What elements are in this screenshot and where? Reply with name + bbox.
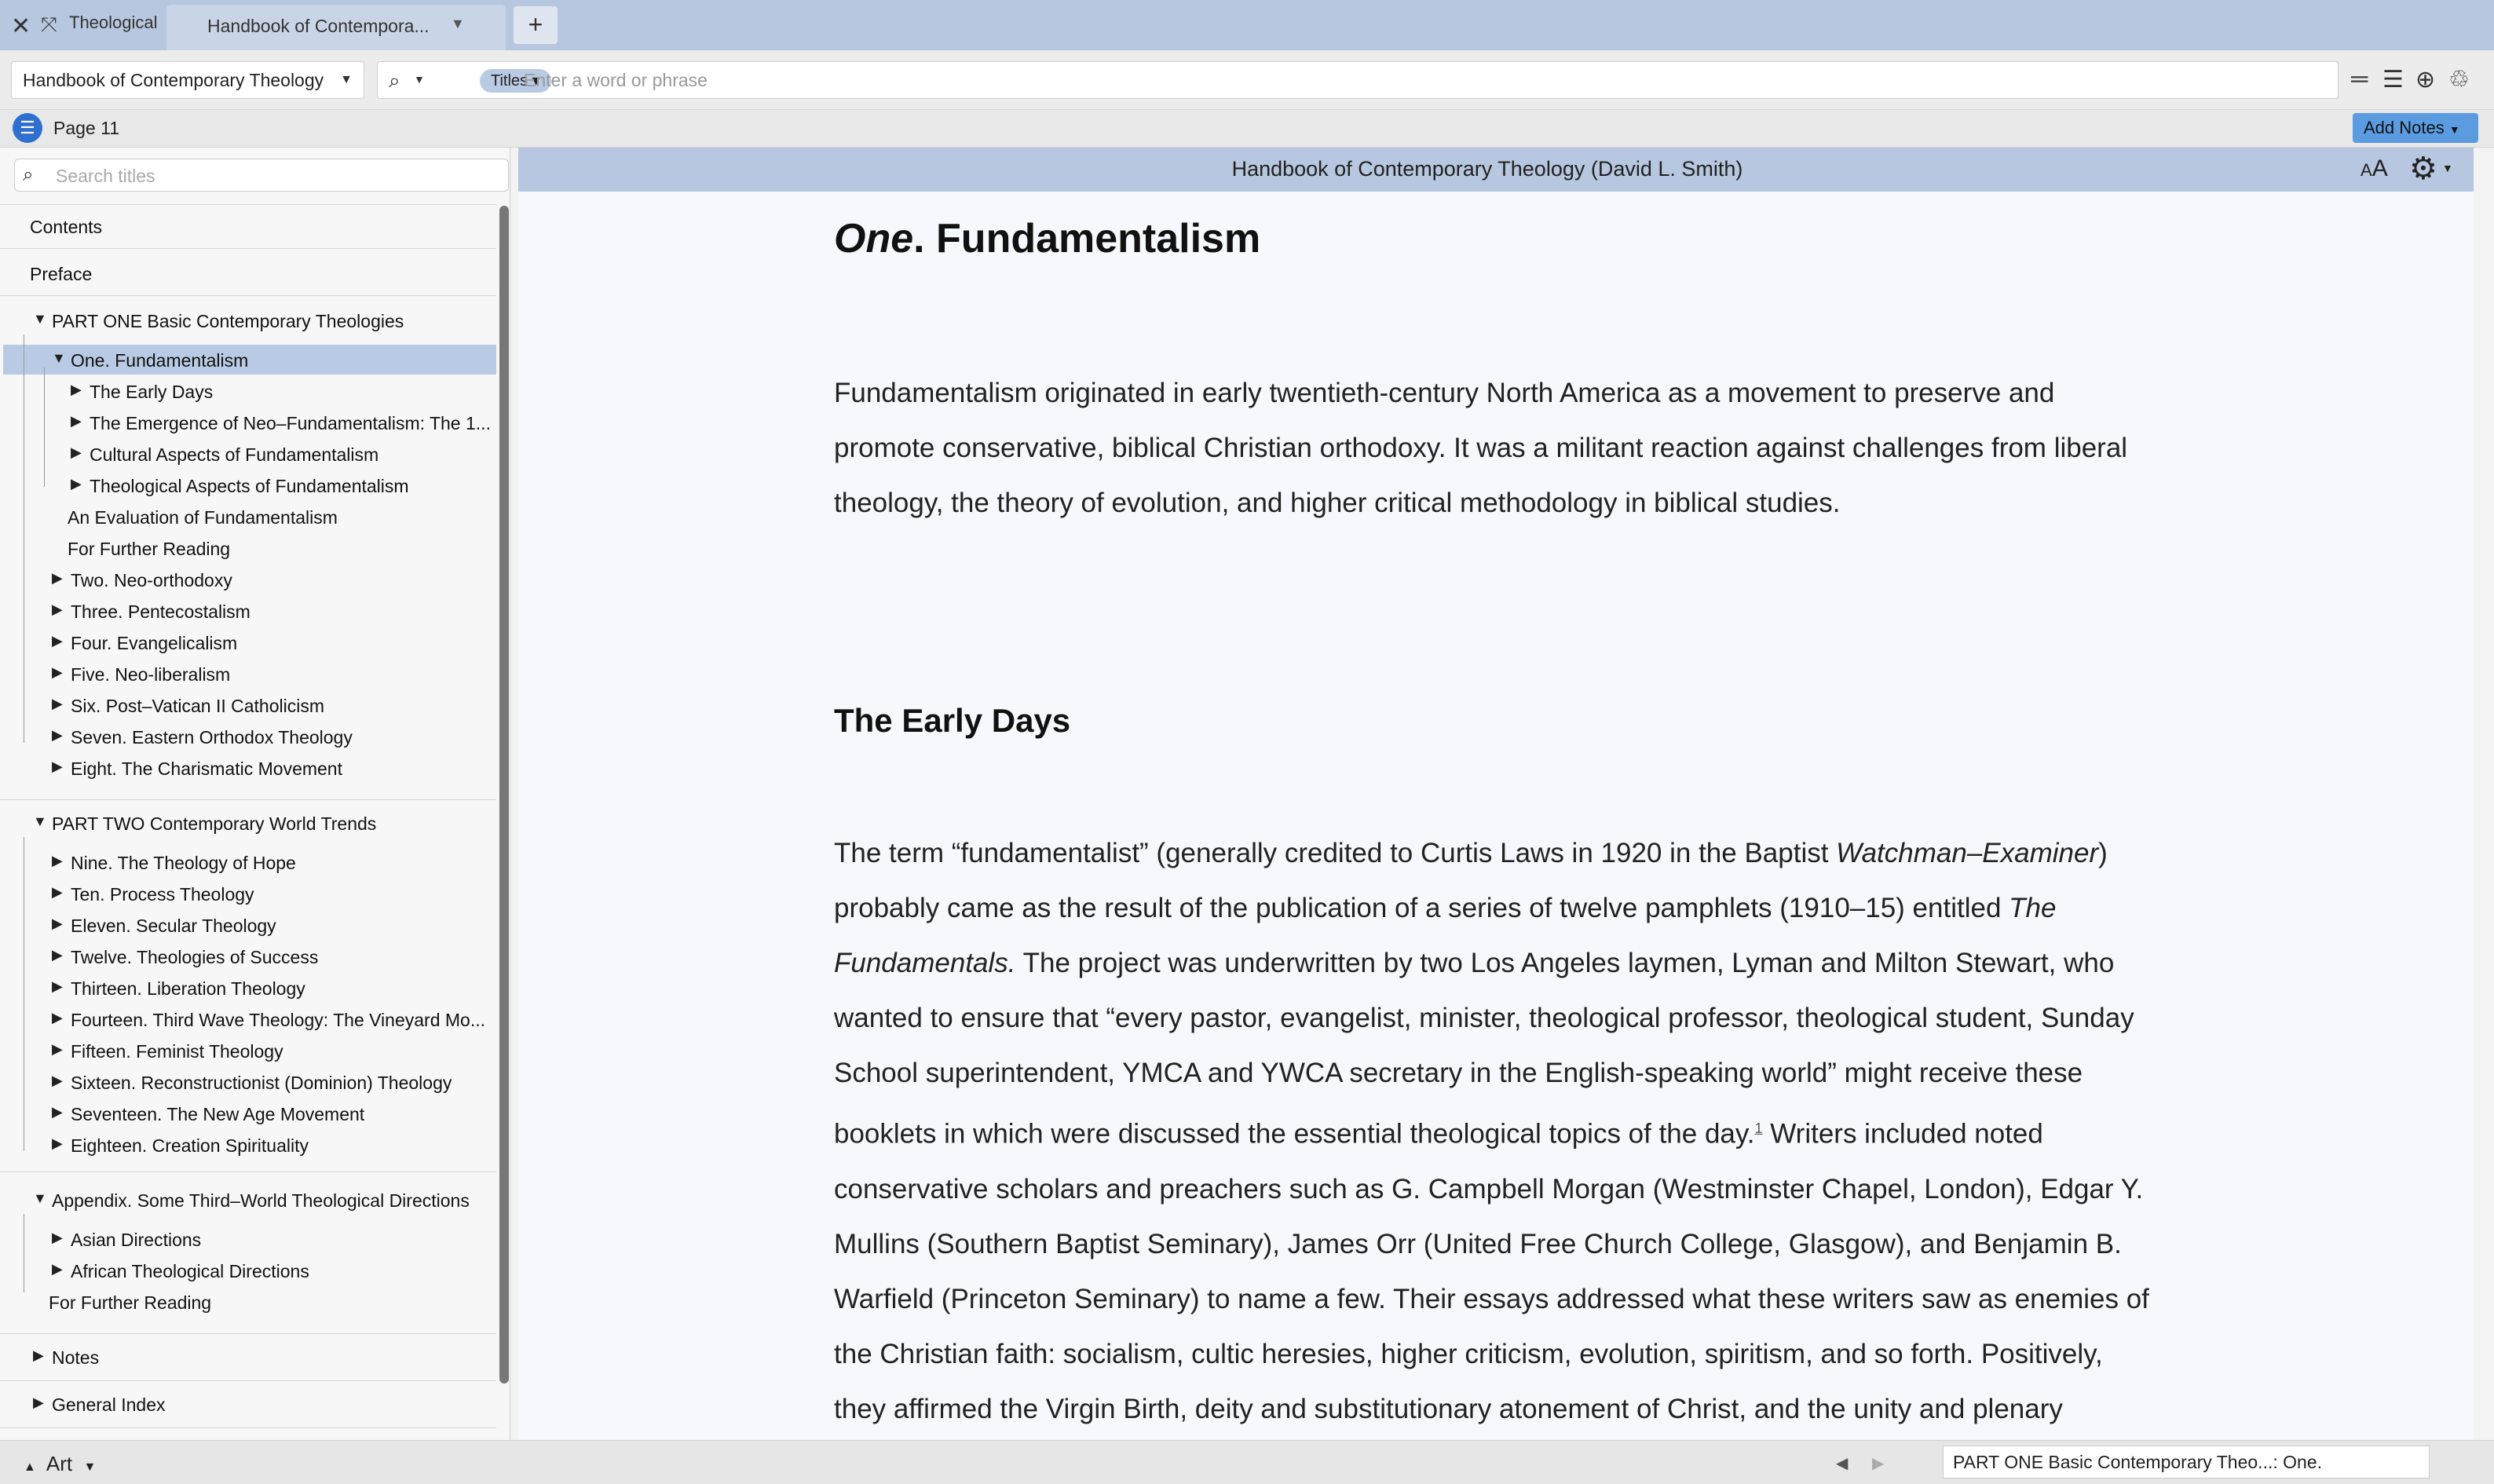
reader-pane — [518, 148, 2474, 1440]
add-notes-label: Add Notes — [2364, 118, 2445, 137]
chevron-down-icon: ▼ — [340, 73, 353, 86]
toc-chapter[interactable]: ▶ Eleven. Secular Theology — [52, 916, 276, 936]
chevron-down-icon[interactable]: ▼ — [414, 73, 425, 86]
triangle-down-icon[interactable]: ▼ — [52, 350, 66, 366]
triangle-right-icon[interactable]: ▶ — [71, 444, 82, 460]
toc-chapter[interactable]: ▶ Five. Neo-liberalism — [52, 664, 231, 685]
panel-label[interactable]: Theological — [69, 13, 158, 32]
page-bar — [0, 110, 2494, 148]
toc-evaluation[interactable]: An Evaluation of Fundamentalism — [68, 507, 338, 528]
triangle-right-icon[interactable]: ▶ — [52, 633, 63, 649]
page-number: Page 11 — [53, 118, 119, 138]
triangle-right-icon[interactable]: ▶ — [33, 1347, 44, 1363]
toc-chapter[interactable]: ▶ Sixteen. Reconstructionist (Dominion) Theology — [52, 1073, 452, 1093]
toc-chapter[interactable]: ▶ Eight. The Charismatic Movement — [52, 758, 342, 779]
search-input[interactable] — [524, 67, 2314, 93]
triangle-right-icon[interactable]: ▶ — [52, 1041, 63, 1057]
search-scope-label: Titles — [491, 72, 528, 90]
chevron-down-icon[interactable]: ▼ — [2442, 162, 2453, 174]
triangle-right-icon[interactable]: ▶ — [52, 1010, 63, 1025]
toc-chapter[interactable]: ▶ Asian Directions — [52, 1230, 202, 1250]
sidebar-scrollbar[interactable] — [499, 206, 509, 1383]
triangle-down-icon[interactable]: ▼ — [33, 311, 47, 327]
triangle-right-icon[interactable]: ▶ — [52, 916, 63, 931]
close-icon[interactable]: ✕ — [11, 13, 31, 39]
toc-chapter[interactable]: ▶ Fourteen. Third Wave Theology: The Vineyard Mo... — [52, 1010, 486, 1030]
art-toggle[interactable]: ▲ Art ▼ — [24, 1452, 97, 1475]
triangle-right-icon[interactable]: ▶ — [52, 884, 63, 900]
add-circle-icon[interactable]: ⊕ — [2415, 67, 2436, 93]
toc-preface[interactable]: Preface — [30, 264, 93, 284]
toc-part-two[interactable]: ▼ PART TWO Contemporary World Trends — [33, 813, 377, 834]
new-tab-button[interactable]: + — [514, 6, 558, 44]
triangle-right-icon[interactable]: ▶ — [52, 853, 63, 868]
triangle-right-icon[interactable]: ▶ — [52, 978, 63, 994]
toc-sidebar — [0, 148, 510, 1440]
book-title: Handbook of Contemporary Theology (David L. Smith) — [1231, 157, 1743, 181]
toc-neo-fundamentalism[interactable]: ▶ The Emergence of Neo–Fundamentalism: The 1... — [71, 413, 491, 433]
search-icon[interactable]: ⌕ — [23, 164, 34, 185]
triangle-right-icon[interactable]: ▶ — [71, 476, 82, 492]
font-size-icon[interactable]: AA — [2361, 155, 2388, 181]
toc-appendix[interactable]: ▼ Appendix. Some Third–World Theological Directions — [33, 1190, 470, 1211]
toc-chapter[interactable]: ▶ Seven. Eastern Orthodox Theology — [52, 727, 353, 747]
toc-chapter[interactable]: ▶ Four. Evangelicalism — [52, 633, 238, 653]
toc-chapter[interactable]: ▶ Ten. Process Theology — [52, 884, 254, 905]
recycle-icon[interactable]: ♲ — [2448, 67, 2470, 93]
list-icon[interactable]: ☰ — [13, 113, 42, 143]
footnote-link[interactable]: 1 — [1754, 1120, 1763, 1136]
triangle-right-icon[interactable]: ▶ — [52, 664, 63, 680]
toc-early-days[interactable]: ▶ The Early Days — [71, 382, 214, 402]
toc-further-reading[interactable]: For Further Reading — [49, 1292, 212, 1313]
search-bar — [377, 61, 2339, 99]
gear-icon[interactable]: ⚙ — [2409, 152, 2437, 186]
section-title: The Early Days — [834, 702, 1071, 739]
toc-further-reading[interactable]: For Further Reading — [68, 539, 231, 559]
chapter-title: One. Fundamentalism — [834, 216, 1261, 261]
title-search-input[interactable] — [56, 164, 496, 188]
toc-part-one[interactable]: ▼ PART ONE Basic Contemporary Theologies — [33, 311, 404, 331]
align-right-icon[interactable]: ☰ — [2382, 67, 2404, 93]
toc-chapter[interactable]: ▶ Nine. The Theology of Hope — [52, 853, 296, 873]
toc-chapter[interactable]: ▶ Thirteen. Liberation Theology — [52, 978, 305, 999]
triangle-up-icon: ▲ — [24, 1460, 36, 1474]
triangle-right-icon[interactable]: ▶ — [71, 382, 82, 397]
add-notes-button[interactable]: Add Notes ▼ — [2353, 113, 2478, 143]
triangle-right-icon[interactable]: ▶ — [52, 947, 63, 963]
chevron-down-icon[interactable]: ▼ — [451, 16, 465, 31]
status-bar — [0, 1440, 2494, 1484]
chevron-down-icon: ▼ — [83, 1460, 97, 1474]
toolbar — [0, 50, 2494, 110]
toc-chapter[interactable]: ▶ Fifteen. Feminist Theology — [52, 1041, 283, 1062]
toc-chapter[interactable]: ▶ Eighteen. Creation Spirituality — [52, 1135, 309, 1156]
toc-cultural-aspects[interactable]: ▶ Cultural Aspects of Fundamentalism — [71, 444, 379, 465]
location-field[interactable]: PART ONE Basic Contemporary Theo...: One. — [1943, 1446, 2430, 1479]
intro-paragraph: Fundamentalism originated in early twentieth-century North America as a movement to preserve and promote conservative, biblical Christian orthodoxy. It was a militant reaction against challenges from liberal theology, the theory of evolution, and higher critical methodology in biblical studies. — [834, 378, 2128, 518]
toc-chapter-one[interactable]: ▼ One. Fundamentalism — [52, 350, 249, 371]
triangle-right-icon[interactable]: ▶ — [33, 1394, 44, 1410]
triangle-right-icon[interactable]: ▶ — [52, 1073, 63, 1088]
triangle-right-icon[interactable]: ▶ — [52, 727, 63, 743]
toc-chapter[interactable]: ▶ Seventeen. The New Age Movement — [52, 1104, 365, 1124]
triangle-right-icon[interactable]: ▶ — [52, 601, 63, 617]
toc-chapter[interactable]: ▶ Six. Post–Vatican II Catholicism — [52, 696, 324, 716]
triangle-right-icon[interactable]: ▶ — [52, 570, 63, 586]
title-search[interactable] — [14, 159, 509, 192]
tab-label: Handbook of Contempora... — [207, 16, 430, 36]
toc-chapter[interactable]: ▶ Three. Pentecostalism — [52, 601, 250, 622]
parallel-lines-icon[interactable]: ═ — [2351, 66, 2368, 92]
expand-icon[interactable]: ⤧ — [41, 13, 57, 36]
toc-theological-aspects[interactable]: ▶ Theological Aspects of Fundamentalism — [71, 476, 409, 496]
previous-icon[interactable]: ◀ — [1836, 1455, 1849, 1472]
toc-chapter[interactable]: ▶ Twelve. Theologies of Success — [52, 947, 319, 967]
toc-notes[interactable]: ▶ Notes — [33, 1347, 100, 1368]
triangle-right-icon[interactable]: ▶ — [52, 758, 63, 774]
book-select-label: Handbook of Contemporary Theology — [23, 70, 324, 90]
toc-contents[interactable]: Contents — [30, 217, 103, 237]
triangle-right-icon[interactable]: ▶ — [52, 696, 63, 711]
search-scope-pill[interactable]: Titles ▾ — [480, 69, 551, 93]
triangle-right-icon[interactable]: ▶ — [71, 413, 82, 429]
reader-header — [518, 148, 2474, 192]
body-paragraph: The term “fundamentalist” (generally credited to Curtis Laws in 1920 in the Baptist Watchman–Examiner) probably came as the result of the publication of a series of twelve pamphlets (1910–15) entitled The Fundamentals. The project was underwritten by two Los Angeles laymen, Lyman and Milton Stewart, who wanted to ensure that “every pastor, evangelist, minister, theological professor, theological student, Sunday School superintendent, YMCA and YWCA secretary in the English-speaking world” might receive these booklets in which were discussed the essential theological topics of the day.$^1$ Writers included noted conservative scholars and preachers such as G. Campbell Morgan (Westminster Chapel, London), Edgar Y. Mullins (Southern Baptist Seminary), James Orr (United Free Church College, Glasgow), and Benjamin B. Warfield (Princeton Seminary) to name a few. Their essays addressed what these writers saw as enemies of the Christian faith: socialism, cultic heresies, higher criticism, evolution, spiritism, and so forth. Positively, they affirmed the Virgin Birth, deity and substitutionary atonement of Christ, and the unity and plenary — [834, 838, 2149, 1424]
triangle-down-icon[interactable]: ▼ — [33, 1190, 47, 1206]
tab-handbook[interactable] — [166, 5, 506, 50]
triangle-right-icon[interactable]: ▶ — [52, 1261, 63, 1277]
book-select[interactable] — [11, 61, 364, 99]
toc-chapter[interactable]: ▶ African Theological Directions — [52, 1261, 309, 1281]
tab-bar — [0, 0, 2494, 50]
search-icon[interactable]: ⌕ — [389, 68, 400, 92]
triangle-right-icon[interactable]: ▶ — [52, 1135, 63, 1151]
next-icon[interactable]: ▶ — [1872, 1455, 1885, 1472]
toc-chapter[interactable]: ▶ Two. Neo-orthodoxy — [52, 570, 232, 590]
triangle-right-icon[interactable]: ▶ — [52, 1104, 63, 1120]
triangle-down-icon[interactable]: ▼ — [33, 813, 47, 829]
triangle-right-icon[interactable]: ▶ — [52, 1230, 63, 1245]
toc-general-index[interactable]: ▶ General Index — [33, 1394, 166, 1415]
